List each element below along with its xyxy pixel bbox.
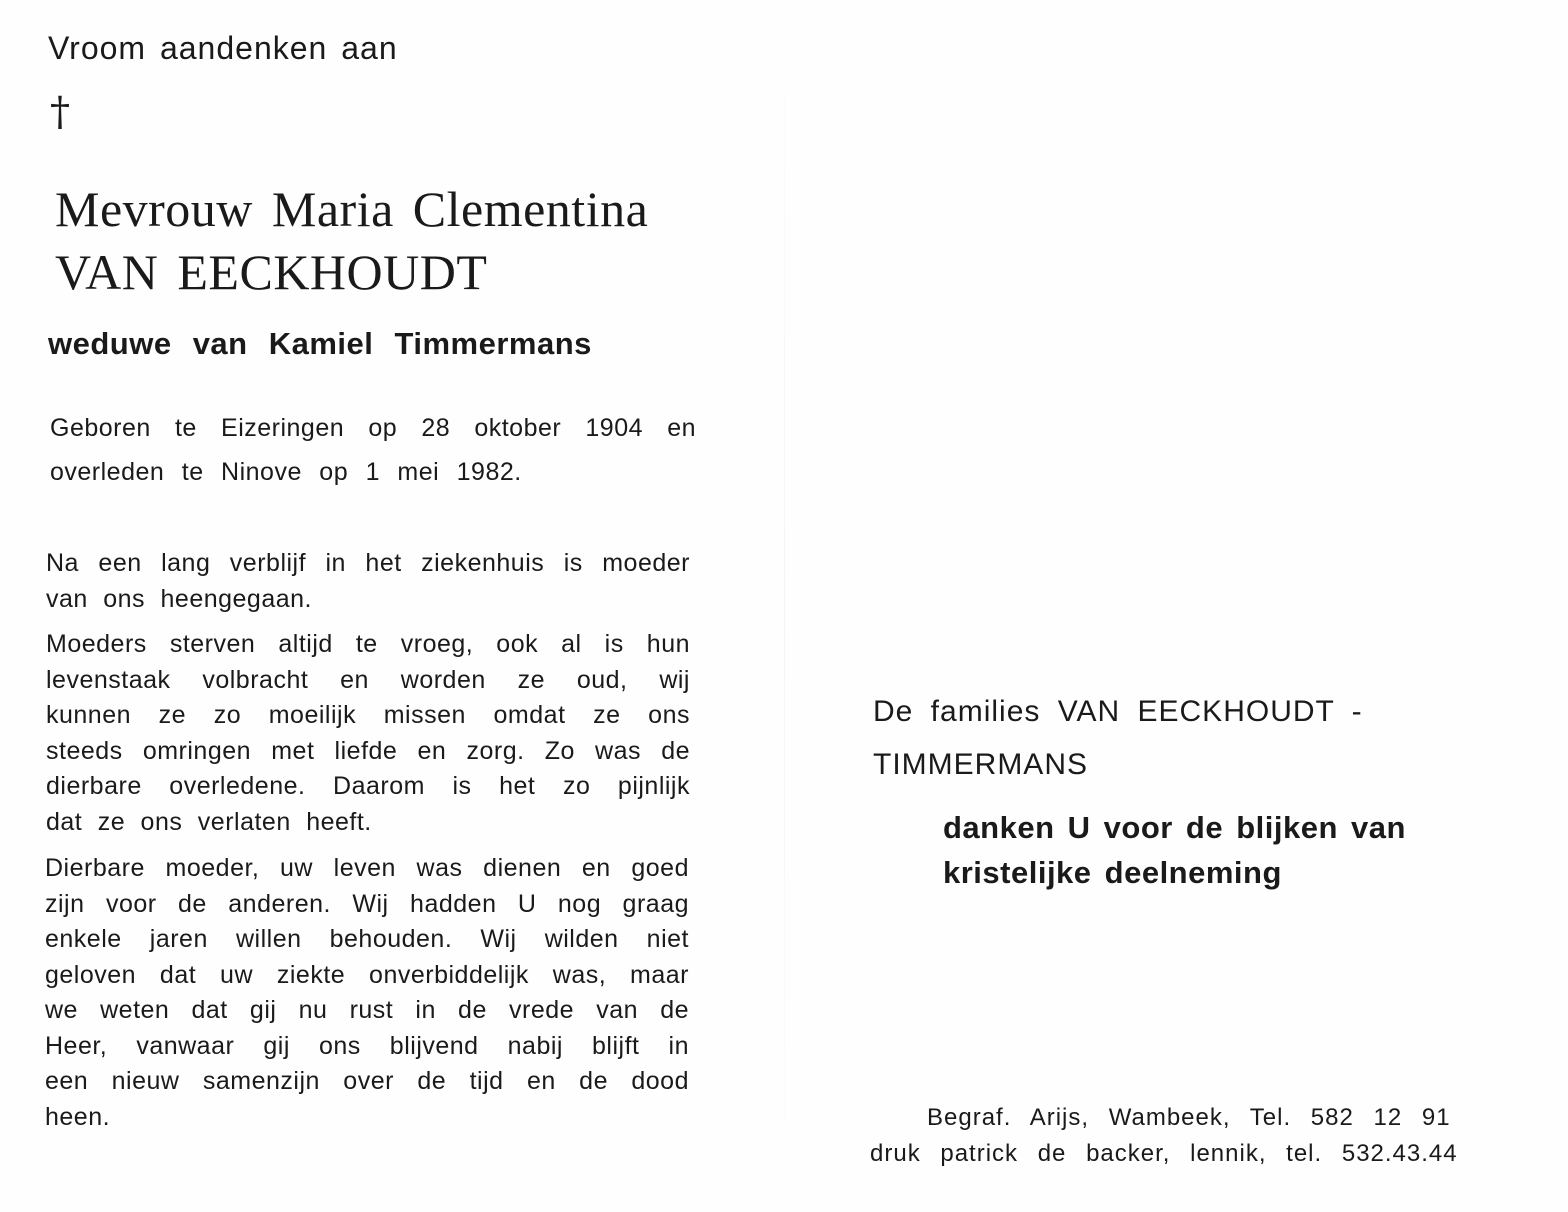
deceased-surname: VAN EECKHOUDT (55, 244, 488, 300)
text-line: Moeders sterven altijd te vroeg, ook al is hun (46, 630, 690, 658)
card-fold-line (784, 0, 785, 1212)
paragraph-2 (46, 627, 690, 840)
text-line: Heer, vanwaar gij ons blijvend nabij blijft in (45, 1031, 689, 1060)
text-line: heen. (45, 1102, 111, 1131)
text-line: geloven dat uw ziekte onverbiddelijk was, maar (45, 960, 689, 989)
death-line: overleden te Ninove op 1 mei 1982. (50, 458, 522, 486)
text-line: Dierbare moeder, uw leven was dienen en goed (45, 854, 689, 882)
printer-credit: druk patrick de backer, lennik, tel. 532.43.44 (870, 1140, 1458, 1167)
deceased-name-line1: Mevrouw Maria Clementina (55, 181, 649, 237)
text-line: van ons heengegaan. (46, 584, 312, 613)
thanks-line2: kristelijke deelneming (943, 855, 1282, 890)
text-line: Na een lang verblijf in het ziekenhuis is moeder (46, 549, 690, 577)
paragraph-1 (46, 546, 690, 617)
text-line: zijn voor de anderen. Wij hadden U nog graag (45, 889, 689, 918)
families-line2: TIMMERMANS (873, 748, 1088, 781)
text-line: een nieuw samenzijn over de tijd en de dood (45, 1067, 689, 1095)
text-line: we weten dat gij nu rust in de vrede van de (45, 996, 689, 1024)
undertaker-credit: Begraf. Arijs, Wambeek, Tel. 582 12 91 (927, 1104, 1451, 1131)
thanks-line1: danken U voor de blijken van (943, 810, 1406, 845)
text-line: steeds omringen met liefde en zorg. Zo was de (46, 736, 690, 765)
text-line: dat ze ons verlaten heeft. (46, 807, 372, 836)
text-line: levenstaak volbracht en worden ze oud, wij (46, 665, 690, 694)
text-line: kunnen ze zo moeilijk missen omdat ze ons (46, 701, 690, 729)
birth-line: Geboren te Eizeringen op 28 oktober 1904 en (50, 414, 696, 442)
paragraph-3 (45, 851, 689, 1135)
cross-icon: † (50, 89, 70, 135)
text-line: dierbare overledene. Daarom is het zo pijnlijk (46, 772, 690, 800)
widow-of-line: weduwe van Kamiel Timmermans (48, 326, 592, 361)
intro-text: Vroom aandenken aan (48, 30, 398, 66)
families-line1: De families VAN EECKHOUDT - (873, 695, 1363, 728)
text-line: enkele jaren willen behouden. Wij wilden niet (45, 925, 689, 953)
